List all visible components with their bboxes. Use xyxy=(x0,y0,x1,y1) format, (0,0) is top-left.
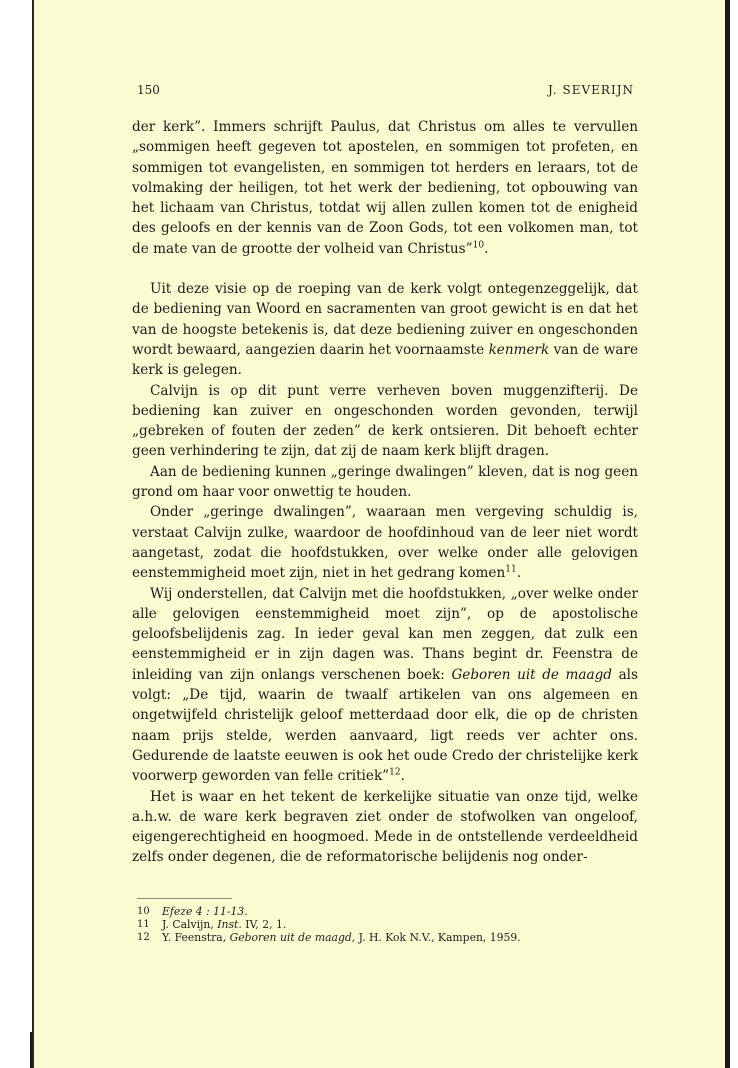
text-run: . xyxy=(484,240,489,257)
footnote-text xyxy=(162,905,248,918)
text-run: Calvijn is op dit punt verre verheven boven muggenzifterij. De bediening kan zuiver en ongeschonden worden gevonden, terwijl „gebreken of fouten der zeden” de kerk ontsieren. Dit behoeft echter geen verhindering te zijn, dat zij de naam kerk blijft dragen. xyxy=(132,382,638,460)
text-run: Onder „geringe dwalingen”, waaraan men vergeving schuldig is, verstaat Calvijn zulke, waardoor de hoofdinhoud van de leer niet wordt aangetast, zodat die hoofdstukken, over welke onder alle gelovigen eenstemmigheid moet zijn, niet in het gedrang komen xyxy=(132,504,638,582)
text-run: Y. Feenstra, xyxy=(162,931,230,944)
text-run: van de ware kerk is gelegen. xyxy=(132,341,638,379)
text-run: Uit deze visie op de roeping van de kerk volgt ontegenzeggelijk, dat de bediening van Woord en sacramenten van groot gewicht is en dat het van de hoogste betekenis is, dat deze bediening zuiver en ongeschonden wordt bewaard, aangezien daarin het voornaamste xyxy=(132,281,638,358)
footnote xyxy=(137,931,637,944)
text-run: J. Calvijn, xyxy=(162,918,218,931)
footnote-number: 12 xyxy=(137,932,150,943)
italic-text: Efeze 4 : 11-13. xyxy=(162,905,248,918)
italic-text: Inst. xyxy=(217,918,242,931)
scan-margin xyxy=(0,0,30,1068)
paragraph xyxy=(132,279,638,380)
text-run: IV, 2, 1. xyxy=(241,918,287,931)
italic-text: kenmerk xyxy=(488,341,550,358)
footnote-text xyxy=(162,918,286,931)
footnote-rule xyxy=(137,898,232,899)
paragraph xyxy=(132,381,638,462)
paragraph xyxy=(132,787,638,868)
paragraph xyxy=(132,584,638,787)
text-run: als volgt: „De tijd, waarin de twaalf artikelen van ons algemeen en ongetwijfeld christelijk geloof metterdaad door elk, die op de christen naam prijs stelde, werden aanvaard, ligt reeds ver achter ons. Gedurende de laatste eeuwen is ook het oude Credo der christelijke kerk voorwerp geworden van felle critiek” xyxy=(132,666,638,785)
text-run: der kerk”. Immers schrijft Paulus, dat Christus om alles te vervullen „sommigen heeft gegeven tot apostelen, en sommigen tot profeten, en sommigen tot evangelisten, en sommigen tot herders en leraars, tot de volmaking der heiligen, tot het werk der bediening, tot opbouwing van het lichaam van Christus, totdat wij allen zullen komen tot de enigheid des geloofs en der kennis van de Zoon Gods, tot een volkomen man, tot de mate van de grootte der volheid van Christus” xyxy=(132,119,638,257)
page-number: 150 xyxy=(137,83,160,97)
footnote-number: 11 xyxy=(137,919,150,930)
paragraph xyxy=(132,462,638,503)
text-run: . xyxy=(400,768,405,785)
footnote xyxy=(137,918,637,931)
footnotes xyxy=(137,905,637,944)
text-run: Aan de bediening kunnen „geringe dwalingen” kleven, dat is nog geen grond om haar voor onwettig te houden. xyxy=(132,463,638,501)
italic-text: Geboren uit de maagd, xyxy=(229,931,356,944)
text-run: Wij onderstellen, dat Calvijn met die hoofdstukken, „over welke onder alle gelovigen eenstemmigheid moet zijn”, op de apostolische geloofsbelijdenis zag. In ieder geval kan men zeggen, dat zulk een eenstemmigheid er in zijn dagen was. Thans begint dr. Feenstra de inleiding van zijn onlangs verschenen boek: xyxy=(132,585,638,683)
footnote-ref: 11 xyxy=(505,564,517,575)
text-run: J. H. Kok N.V., Kampen, 1959. xyxy=(355,931,521,944)
running-author: J. SEVERIJN xyxy=(548,83,634,97)
footnote-number: 10 xyxy=(137,906,150,917)
document-page xyxy=(32,0,730,1068)
text-run: Het is waar en het tekent de kerkelijke situatie van onze tijd, welke a.h.w. de ware kerk begraven ziet onder de stofwolken van ongeloof, eigengerechtigheid en hoogmoed. Mede in de ontstellende verdeeldheid zelfs onder degenen, die de reformatorische belijdenis nog onder- xyxy=(132,788,638,866)
paragraph xyxy=(132,117,638,259)
footnote-ref: 10 xyxy=(472,240,485,251)
text-run: . xyxy=(516,565,522,582)
footnote-text xyxy=(162,931,521,944)
paragraph xyxy=(132,502,638,583)
footnote xyxy=(137,905,637,918)
italic-text: Geboren uit de maagd xyxy=(451,666,613,683)
body-text xyxy=(132,117,638,868)
footnote-ref: 12 xyxy=(389,767,401,778)
